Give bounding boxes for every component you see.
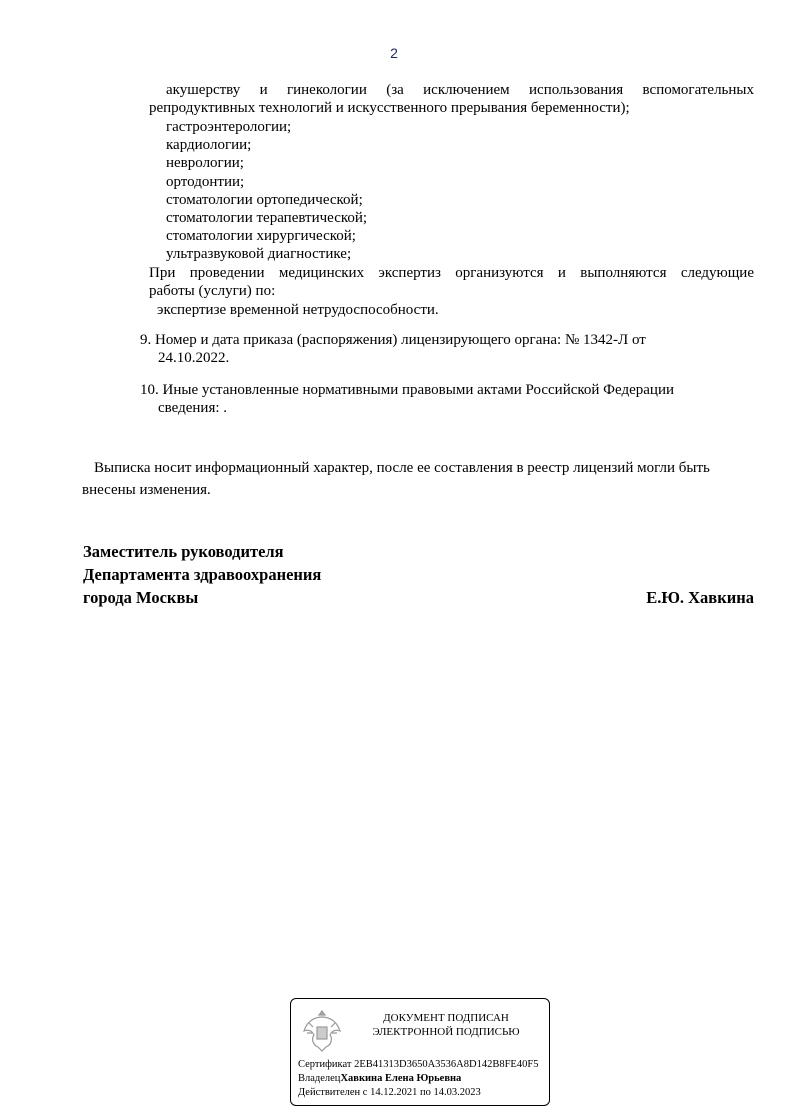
page-number: 2 [390, 45, 398, 61]
item-9-line: 24.10.2022. [158, 350, 230, 366]
list-item: стоматологии терапевтической; [166, 210, 368, 226]
note-line: Выписка носит информационный характер, после ее составления в реестр лицензий могли быть [94, 460, 710, 476]
item-9-line: 9. Номер и дата приказа (распоряжения) лицензирующего органа: № 1342-Л от [140, 332, 646, 348]
owner-row [298, 1072, 461, 1085]
list-item: стоматологии хирургической; [166, 228, 356, 244]
validity-row: Действителен с 14.12.2021 по 14.03.2023 [298, 1087, 481, 1098]
list-item: кардиологии; [166, 137, 252, 153]
e-signature-stamp [290, 998, 550, 1106]
owner-value: Хавкина Елена Юрьевна [340, 1073, 462, 1084]
cert-label: Сертификат [298, 1059, 352, 1070]
paragraph-line: акушерству и гинекологии (за исключением использования вспомогательных [166, 82, 754, 98]
coat-of-arms-icon [301, 1007, 343, 1053]
list-item: экспертизе временной нетрудоспособности. [157, 302, 439, 318]
signatory-name: Е.Ю. Хавкина [646, 588, 754, 607]
item-10-line: 10. Иные установленные нормативными правовыми актами Российской Федерации [140, 382, 675, 398]
stamp-title: ДОКУМЕНТ ПОДПИСАН [383, 1012, 509, 1024]
signatory-title: Департамента здравоохранения [83, 565, 322, 584]
paragraph-line: При проведении медицинских экспертиз организуются и выполняются следующие [149, 265, 754, 281]
stamp-title: ЭЛЕКТРОННОЙ ПОДПИСЬЮ [372, 1026, 520, 1038]
certificate-row [298, 1058, 538, 1071]
list-item: гастроэнтерологии; [166, 119, 292, 135]
paragraph-line: репродуктивных технологий и искусственного прерывания беременности); [149, 100, 630, 116]
list-item: неврологии; [166, 155, 244, 171]
owner-label: Владелец [298, 1073, 341, 1084]
list-item: ультразвуковой диагностике; [166, 246, 352, 262]
signatory-title: города Москвы [83, 588, 199, 607]
item-10-line: сведения: . [158, 400, 228, 416]
cert-value: 2EB41313D3650A3536A8D142B8FE40F5 [354, 1059, 539, 1070]
paragraph-line: работы (услуги) по: [149, 283, 276, 299]
list-item: ортодонтии; [166, 174, 245, 190]
note-line: внесены изменения. [82, 482, 211, 498]
list-item: стоматологии ортопедической; [166, 192, 363, 208]
signatory-title: Заместитель руководителя [83, 542, 284, 561]
